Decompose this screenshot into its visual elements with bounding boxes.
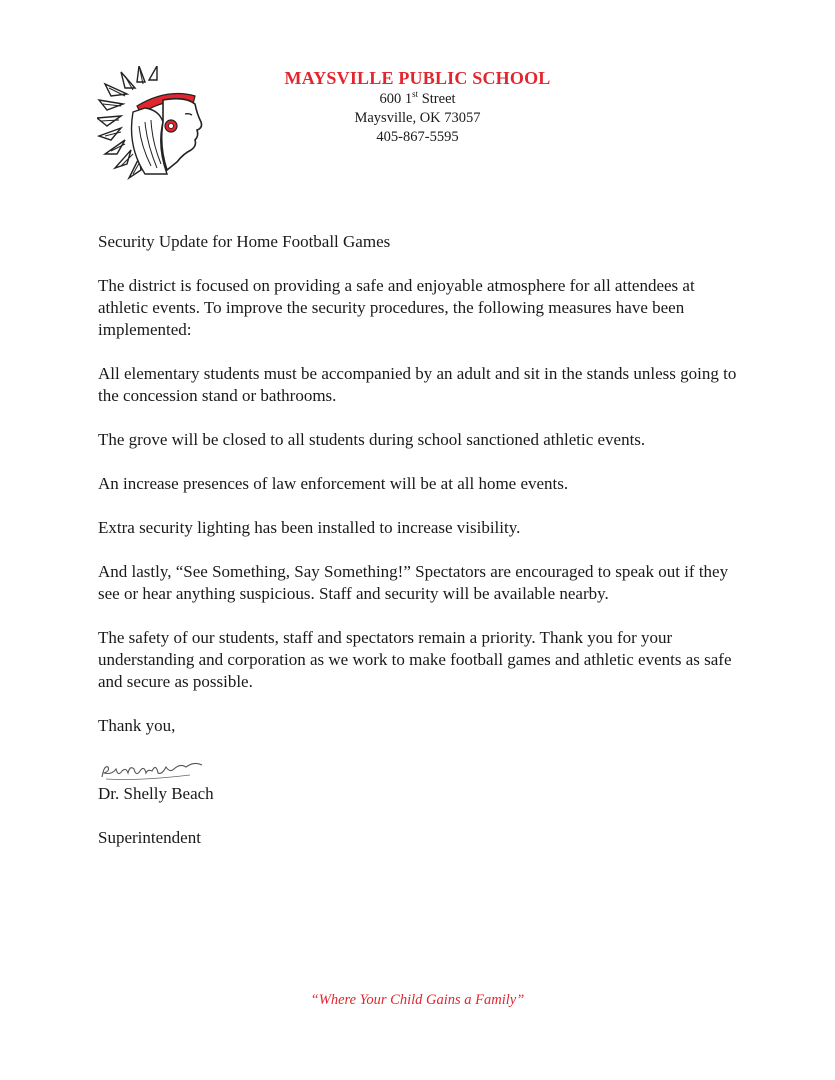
paragraph: An increase presences of law enforcement will be at all home events. (98, 474, 569, 493)
paragraph: The grove will be closed to all students during school sanctioned athletic events. (98, 430, 646, 449)
school-name: MAYSVILLE PUBLIC SCHOOL (284, 68, 551, 88)
paragraph: And lastly, “See Something, Say Something!” Spectators are encouraged to speak out if they see or hear anything suspicious. Staff and security will be available nearby. (98, 562, 729, 603)
signer-name: Dr. Shelly Beach (98, 784, 214, 803)
handwritten-signature (100, 759, 205, 783)
letterhead (240, 66, 595, 147)
paragraph: All elementary students must be accompanied by an adult and sit in the stands unless going to the concession stand or bathrooms. (98, 364, 737, 405)
signer-title: Superintendent (98, 828, 201, 847)
paragraph: Extra security lighting has been installed to increase visibility. (98, 518, 521, 537)
letter-body (98, 231, 748, 871)
paragraph: The safety of our students, staff and spectators remain a priority. Thank you for your understanding and corporation as we work to make football games and athletic events as safe and secure as possible. (98, 628, 732, 691)
letter-subject: Security Update for Home Football Games (98, 232, 391, 251)
closing: Thank you, (98, 716, 176, 735)
footer-tagline: “Where Your Child Gains a Family” (310, 992, 525, 1008)
native-headdress-logo-icon (97, 66, 215, 184)
paragraph: The district is focused on providing a safe and enjoyable atmosphere for all attendees at athletic events. To improve the security procedures, the following measures have been implemented: (98, 276, 695, 339)
phone-number: 405-867-5595 (376, 129, 459, 145)
street-address: 600 1st Street (379, 89, 456, 107)
city-state-zip: Maysville, OK 73057 (354, 110, 481, 126)
